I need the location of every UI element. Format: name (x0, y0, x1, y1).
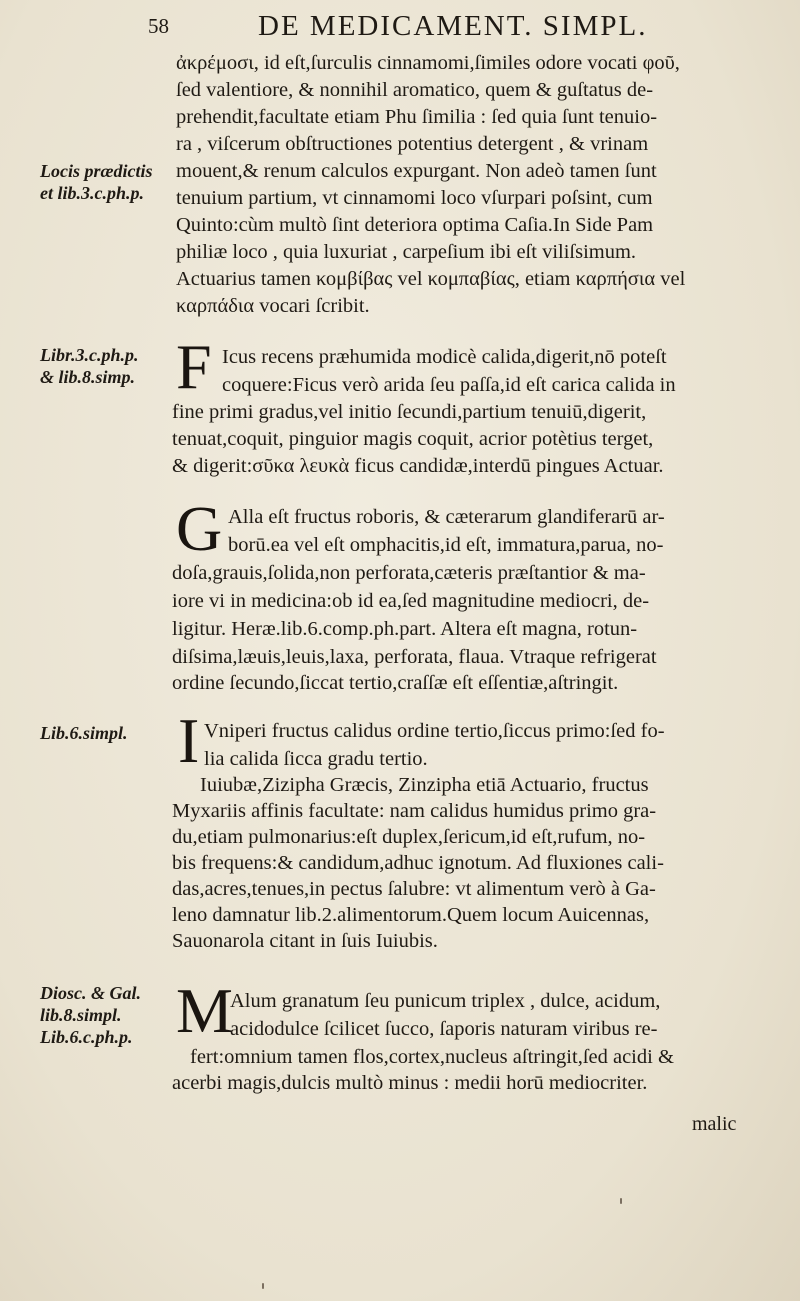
text-line: ligitur. Heræ.lib.6.comp.ph.part. Altera eſt magna, rotun- (172, 618, 638, 640)
text-line: Vniperi fructus calidus ordine tertio,ſiccus primo:ſed fo- (204, 720, 665, 742)
text-line: borū.ea vel eſt omphacitis,id eſt, immatura,parua, no- (228, 534, 664, 556)
drop-cap: I (178, 705, 200, 776)
text-line: ordine ſecundo,ſiccat tertio,craſſæ eſt eſſentiæ,aſtringit. (172, 672, 619, 694)
text-line: acidodulce ſcilicet ſucco, ſaporis naturam viribus re- (230, 1018, 658, 1040)
page-number: 58 (148, 14, 169, 38)
margin-note: Libr.3.c.ph.p. & lib.8.simp. (40, 345, 139, 387)
margin-note: Locis prædictis et lib.3.c.ph.p. (40, 161, 153, 203)
text-line: acerbi magis,dulcis multò minus : medii horū mediocriter. (172, 1072, 648, 1094)
text-line: ra , viſcerum obſtructiones potentius detergent , & vrinam (176, 133, 649, 155)
text-line: iore vi in medicina:ob id ea,ſed magnitudine mediocri, de- (172, 590, 650, 612)
text-line: du,etiam pulmonarius:eſt duplex,ſericum,id eſt,rufum, no- (172, 826, 646, 848)
text-line: Icus recens præhumida modicè calida,digerit,nō poteſt (222, 346, 667, 368)
text-line: Myxariis affinis facultate: nam calidus humidus primo gra- (172, 800, 657, 822)
text-line: bis frequens:& candidum,adhuc ignotum. Ad fluxiones cali- (172, 852, 664, 874)
catchword: malic (692, 1113, 737, 1135)
text-line: ἀκρέμοσι, id eſt,ſurculis cinnamomi,ſimiles odore vocati φοῦ, (176, 52, 680, 74)
text-line: tenuat,coquit, pinguior magis coquit, acrior potètius terget, (172, 428, 654, 450)
drop-cap: G (176, 493, 223, 564)
running-header (148, 8, 788, 48)
text-line: philiæ loco , quia luxuriat , carpeſium ibi eſt viliſsimum. (176, 241, 637, 263)
text-line: Sauonarola citant in ſuis Iuiubis. (172, 930, 438, 952)
text-line: Quinto:cùm multò ſint deteriora optima Caſia.In Side Pam (176, 214, 654, 236)
paper-speck (262, 1283, 264, 1289)
text-line: diſsima,læuis,leuis,laxa, perforata, flaua. Vtraque refrigerat (172, 646, 657, 668)
margin-note: Diosc. & Gal. lib.8.simpl. Lib.6.c.ph.p. (40, 983, 141, 1047)
text-line: tenuium partium, vt cinnamomi loco vſurpari poſsint, cum (176, 187, 653, 209)
text-line: Alum granatum ſeu punicum triplex , dulce, acidum, (230, 990, 661, 1012)
text-line: καρπάδια vocari ſcribit. (176, 295, 370, 317)
text-line: prehendit,facultate etiam Phu ſimilia : ſed quia ſunt tenuio- (176, 106, 658, 128)
text-line: lia calida ſicca gradu tertio. (204, 748, 428, 770)
margin-note: Lib.6.simpl. (40, 723, 128, 743)
text-line: coquere:Ficus verò arida ſeu paſſa,id eſt carica calida in (222, 374, 676, 396)
text-line: leno damnatur lib.2.alimentorum.Quem locum Auicennas, (172, 904, 650, 926)
running-title: DE MEDICAMENT. SIMPL. (258, 10, 648, 42)
paper-speck (620, 1198, 622, 1204)
text-line: fert:omnium tamen flos,cortex,nucleus aſtringit,ſed acidi & (190, 1046, 674, 1068)
text-line: ſed valentiore, & nonnihil aromatico, quem & guſtatus de- (176, 79, 654, 101)
text-line: Alla eſt fructus roboris, & cæterarum glandiferarū ar- (228, 506, 665, 528)
text-line: Iuiubæ,Zizipha Græcis, Zinzipha etiā Actuario, fructus (200, 774, 649, 796)
text-line: mouent,& renum calculos expurgant. Non adeò tamen ſunt (176, 160, 657, 182)
drop-cap: M (176, 975, 233, 1046)
text-line: doſa,grauis,ſolida,non perforata,cæteris præſtantior & ma- (172, 562, 646, 584)
text-line: & digerit:σῦκα λευκὰ ficus candidæ,interdū pingues Actuar. (172, 455, 664, 477)
text-line: fine primi gradus,vel initio ſecundi,partium tenuiū,digerit, (172, 401, 647, 423)
drop-cap: F (176, 331, 212, 402)
text-line: das,acres,tenues,in pectus ſalubre: vt alimentum verò à Ga- (172, 878, 656, 900)
text-line: Actuarius tamen κομβίβας vel κομπαβίας, etiam καρπήσια vel (176, 268, 686, 290)
